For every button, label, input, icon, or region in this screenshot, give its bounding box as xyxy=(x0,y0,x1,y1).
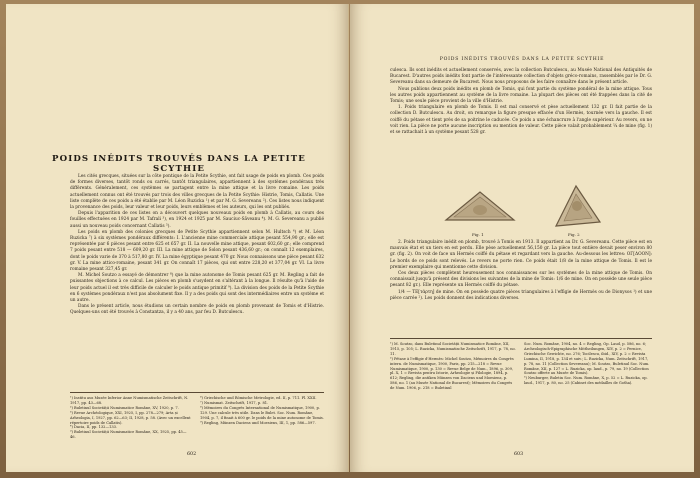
footnote-rule xyxy=(390,338,652,339)
right-paragraph: culesca. Ils sont inédits et actuellement conservés, avec la collection Butculescu, au Musée National des Antiquités de Bucarest. D'autres poids inédits font partie de l'intéressante collection d'objets gréco-romains, rassemblés par le Dr. G. Severeanu dans sa demeure de Bucarest. Nous nous proposons de les faire connaître dans le présent article. xyxy=(390,68,652,86)
footnote: ¹) M. Soutzo, dans Buletinul Societății Numismatice Române, XII, 1915, p. 105; L. Ruzicka, Numismatische Zeitschrift, 1917, p. 78, no. 11. xyxy=(390,342,516,356)
footnote: ²) Buletinul Societății Numismatice Române, XV, 1920, p. 7. xyxy=(70,405,179,410)
footnote: Soc. Num. Române, 1904, no. 4 = Regling, Op. Laud, p. 586, no. 6; Archeologisch-Epigraphische Mittheilungen, XIV, p. 2 = Pernice, Griechische Gewichte, no. 276; Tocilescu, ibid., XIV, p. 2 = Revista Lumina, II, 1918, p. 134 et suiv.; L. Ruzicka, Num. Zeitschrift, 1917, p. 78, no. 11 (Collection Severeanu); M. Soutzo, Buletinul Soc. Num. Române, XII, p. 127 = L. Ruzicka, op. laud., p. 79, no. 19 (Collection Soutzo offerte au Musée de Tomis). xyxy=(524,342,650,376)
footnote: ⁴) Dacia, II, pp. 132—133. xyxy=(70,425,118,430)
left-page xyxy=(6,4,349,472)
weight-fig1-image xyxy=(440,186,520,230)
figure-2 xyxy=(546,182,608,232)
right-footnotes-col2 xyxy=(524,342,652,386)
footnote: ³) Revue Archéologique, XXI, 1925, I, pp. 278—279; Arta și Arheologia, I, 1927, pp. 62—63; II, 1928, p. 58. (Avec un excellent répertoire poids de Callatis). xyxy=(70,410,191,425)
right-paragraph: 1/4 — ΤΕ[τάρτη] de mine. On en possède quatre pièces triangulaires à l'effigie de Hermès ou de Dionysos ¹) et une pièce carrée ²). Les poids donnent des indications diverses. xyxy=(390,289,652,301)
right-footnotes-col1 xyxy=(390,342,516,391)
right-paragraph: 2. Poids triangulaire inédit en plomb, trouvé à Tomis en 1913. Il appartient au Dr. G. Severeanu. Cette pièce est en mauvais état et un tiers en est perdu. Elle pèse actuellement 56,150 gr. La pièce tout entière devait peser environ 80 gr. (fig. 2). On voit de face un Hermès coiffé du pétase et regardant vers la gauche. Au-dessous les lettres: ΟΓ[ΔΟΟΝ]: Le bords de ce poids sont relevés. Le revers ne porte rien. Ce poids était 1/8 de la mine attique de Tomis. Il est le premier exemplaire qui mentionne cette division. xyxy=(390,240,652,270)
footnote: ⁷) Numismat. Zeitschrift, 1917, p. 81. xyxy=(200,400,269,405)
right-paragraph: Ces deux pièces complètent heureusement nos connaissances sur les systèmes de la mine attique de Tomis. On connaissait jusqu'à présent des divisions les suivantes de la mine de Tomis: 1/6 de mine. On en possède une seule pièce pesant 82 gr.). Elle représente un Hermès coiffé du pétase. xyxy=(390,271,652,289)
right-paragraph: Nous publions deux poids inédits en plomb de Tomis, qui font partie du système pondéral de la mine attique. Tous les autres poids appartiennent au système de la livre romaine. La plupart des pièces ont été frappées dans la cité de Tomis; une seule pièce provient de la ville d'Histrie. xyxy=(390,86,652,105)
page-number: 602 xyxy=(187,452,197,457)
footnote: ³) Neuburger, Buletin Soc. Num. Române, X, p. 52 = L. Ruzicka, op. laud., 1917, p. 80, no. 25 (Cabinet des médailles de Gotha). xyxy=(524,376,648,386)
left-paragraph: Les cités grecques, situées sur la côte pontique de la Petite Scythie, ont fait usage de poids en plomb. Ces poids de formes diverses, tantôt ronds ou carrés, tantôt triangulaires, appartiennent à des systèmes pondéraux très différents. Généralement, ces systèmes se partagent entre la mine attique et la livre romaine. Les poids actuellement connus ont été trouvés par trois des villes grecques de la Petite Scythie: Histrie, Tomis, Callatis. Une liste complète de ces poids a été établie par M. Léon Ruzicka ¹) et par M. G. Severeanu ²). Ces listes nous indiquent la provenance des poids, leur valeur et leur poids, leurs emblèmes et les auteurs, qui les ont publiés. xyxy=(70,174,324,211)
footnote-rule xyxy=(70,392,324,393)
left-paragraph: Les poids en plomb des colonies grecques de Petite Scythie appartiennent selon M. Hultsch ⁶) et M. Léon Ruzicka ⁷) à six systèmes pondéraux différents: I. L'ancienne mine commerciale attique pesant 554,90 gr.; elle est représentée par 6 pièces pesant entre 625 et 657 gr. II. La nouvelle mine attique, pesant 602,60 gr.; elle comprend 7 poids pesant entre 518 — 609,20 gr. III. La mine attique de Solon pesant 436,60 gr.; on connaît 12 exemplaires, dont le poids varie de 370 à 517,80 gr. IV. La mine égyptique pesant 470 gr. Nous connaissons une pièce pesant 632 gr. V. La mine attico-romaine, pesant 341 gr. On connaît 17 pièces, qui ont entre 228,20 et 377,04 gr. VI. La livre romaine pesant 327,45 gr. xyxy=(70,229,324,273)
left-paragraph: Depuis l'apparition de ces listes on a découvert quelques nouveaux poids en plomb à Callatis, au cours des fouilles effectuées en 1924 par M. Tafrali ³), en 1924 et 1925 par M. Sauciuc-Săveanu ⁴). M. G. Severeanu a publié aussi un nouveau poids concernant Callatis ⁵). xyxy=(70,211,324,229)
left-paragraph: Dans le présent article, nous étudions un certain nombre de poids en plomb provenant de Tomis et d'Histrie. Quelques-uns ont été trouvés à Constantza, il y a 40 ans, par feu D. Butculescu. xyxy=(70,304,324,316)
right-body-top xyxy=(390,68,652,136)
right-body-bottom xyxy=(390,240,652,302)
right-paragraph: 1. Poids triangulaire en plomb de Tomis. Il est mal conservé et pèse actuellement 132 gr. Il fait partie de la collection D. Butculescu. Au droit, on remarque la figure presque effacée d'un Hermès, tournée vers la gauche. Il est coiffé du pétase et tient près de sa poitrine le caducée. Ce poids a une échancrure à l'angle supérieur. Au revers, on ne voit rien. La pièce ne porte aucune inscription ou mention de valeur. Cette pièce valait probablement ¼ de mine (fig. 1) et se rattachait à un système pesant 528 gr. xyxy=(390,105,652,136)
left-footnotes-col2 xyxy=(200,396,324,425)
footnote: ⁵) Buletinul Societății Numismatice Române, XX, 1925, pp. 45—46. xyxy=(70,430,187,440)
right-page xyxy=(350,4,694,472)
left-paragraph: M. Michel Soutzo a essayé de démontrer ⁸) que la mine autonome de Tomis pesant 625 gr. M. Regling a fait de puissantes objections à ce calcul. Les pièces en plomb s'usydent en s'altérant à la longue. Il résulte qu'à l'aide de leur poids actuel il est très difficile de calculer le poids antique primitif ⁹). La division des poids de la Petite Scythie en 6 systèmes pondéraux n'est pas absolument fixe. Il y a des poids qui sont des intermédiaires entre un système et un autre. xyxy=(70,273,324,304)
footnote: ⁹) Regling, Münzen Daciens und Moesiens, III, 1, pp. 586—597. xyxy=(200,420,316,425)
figure-1-caption: Fig. 1 xyxy=(472,232,484,237)
footnote: ¹) Institu aus Musée Inferior Anne Numismatische Zeitschrift, N. 1917, pp. 43—68. xyxy=(70,396,189,405)
running-head: POIDS INÉDITS TROUVÉS DANS LA PETITE SCYTHIE xyxy=(439,57,605,62)
figure-1 xyxy=(440,186,520,230)
page-number: 603 xyxy=(514,452,524,457)
footnote: ⁸) Mémoires du Congrès International de Numismatique, 1900, p. 129. Une calcule très utile. Dans le Bulet. Soc. Num. Române, 1904, p. 7, il finait à 600 gr. le poids de la mine autonome de Tomis. xyxy=(200,405,324,420)
left-footnotes-col1 xyxy=(70,396,192,440)
left-body xyxy=(70,174,324,317)
footnote: ²) Pétase à l'effigie d'Hermès: Michel Soutzo, Mémoires du Congrès intern. de Numismatique, 1900, Paris, pp. 215—218 = Revue Numismatique, 1900, p. 130 = Revue Belge de Num., 1896, p. 309, pl. X, 1 = Revista pentru Istorie, Arheologie și Filologie, 1894, p. 612; Regling, die antiken Münzen von Daciens und Moesiens, p. 586, no. 1 (au Musée National de Bucarest); Mémoires du Congrès de Num. 1906, p. 218 = Buletinul xyxy=(390,356,514,391)
figure-2-caption: Fig. 2 xyxy=(568,232,580,237)
weight-fig2-image xyxy=(546,182,608,232)
footnote: ⁶) Griechische und Römische Metrologie, ed. II, p. 711. Pl. XXII. xyxy=(200,396,317,400)
article-title: POIDS INÉDITS TROUVÉS DANS LA PETITE SCYTHIE xyxy=(52,154,306,174)
